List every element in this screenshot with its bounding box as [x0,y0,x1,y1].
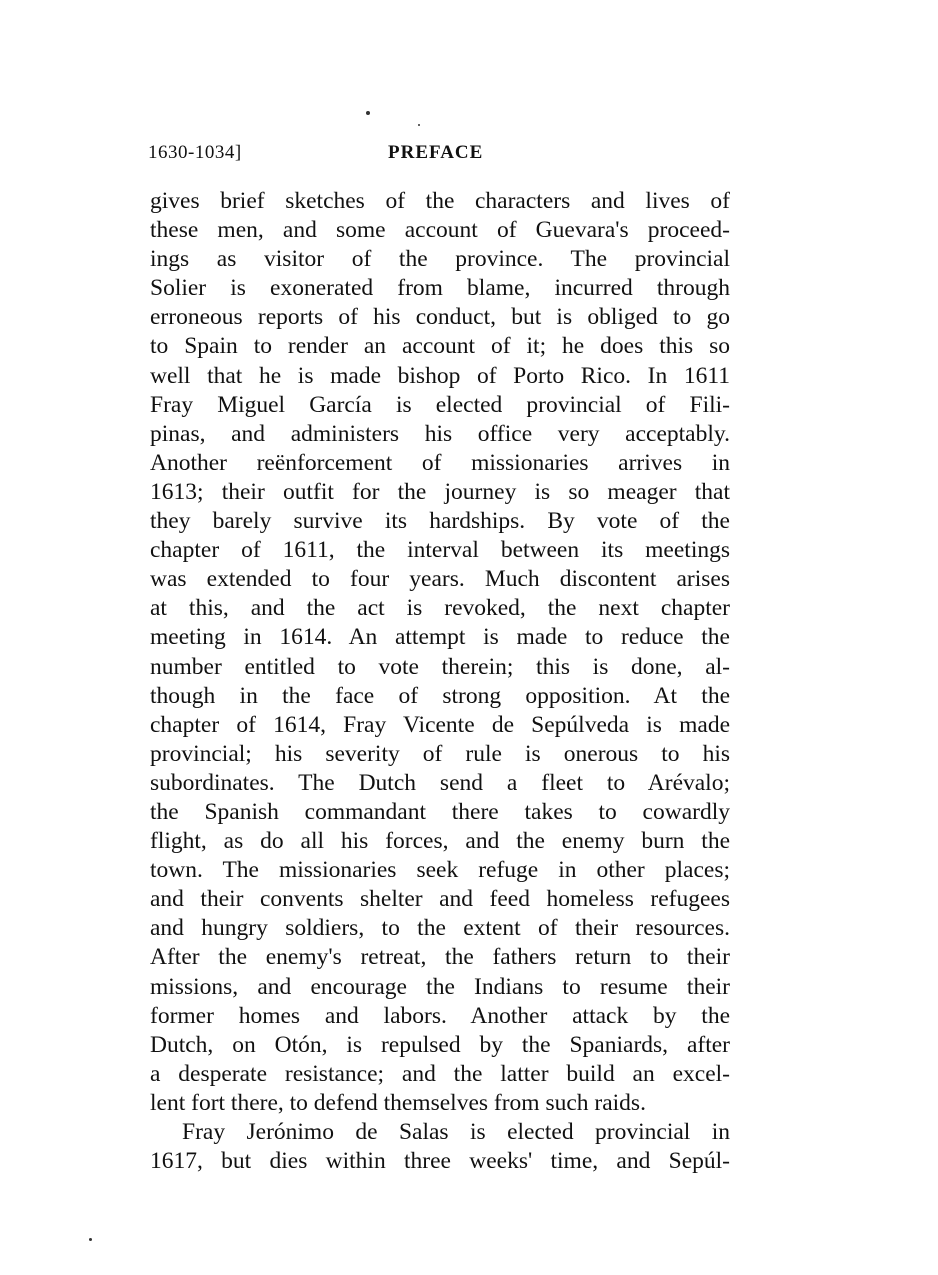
text-line: erroneous reports of his conduct, but is obliged to go [150,304,730,331]
text-line: they barely survive its hardships. By vote of the [150,508,730,535]
text-line: 1617, but dies within three weeks' time, and Sepúl- [150,1148,730,1175]
body-text [150,187,730,1176]
text-line: meeting in 1614. An attempt is made to reduce the [150,624,730,651]
running-header [148,142,728,170]
text-line: well that he is made bishop of Porto Rico. In 1611 [150,362,730,389]
text-line: and their convents shelter and feed homeless refugees [150,886,730,913]
text-line: subordinates. The Dutch send a fleet to Arévalo; [150,769,730,796]
ink-speck [89,1238,92,1241]
text-line: Dutch, on Otón, is repulsed by the Spaniards, after [150,1031,730,1058]
text-line: the Spanish commandant there takes to cowardly [150,798,730,825]
text-line: Solier is exonerated from blame, incurred through [150,275,730,302]
text-line: 1613; their outfit for the journey is so meager that [150,478,730,505]
text-line: missions, and encourage the Indians to resume their [150,973,730,1000]
text-line: Fray Jerónimo de Salas is elected provincial in [182,1119,730,1145]
text-line: After the enemy's retreat, the fathers return to their [150,944,730,971]
text-line: Another reënforcement of missionaries arrives in [150,449,730,476]
text-line: lent fort there, to defend themselves from such raids. [150,1089,646,1116]
text-line: flight, as do all his forces, and the enemy burn the [150,828,730,855]
ink-speck [418,124,420,126]
ink-speck [366,111,370,115]
text-line: Fray Miguel García is elected provincial of Fili- [150,391,730,418]
page-title: PREFACE [388,142,484,163]
text-line: former homes and labors. Another attack by the [150,1002,730,1029]
page-range: 1630-1034] [148,142,242,163]
text-line: ings as visitor of the province. The provincial [150,246,730,273]
text-line: town. The missionaries seek refuge in other places; [150,857,730,884]
text-line: provincial; his severity of rule is onerous to his [150,740,730,767]
text-line: chapter of 1614, Fray Vicente de Sepúlveda is made [150,711,730,738]
text-line: to Spain to render an account of it; he does this so [150,333,730,360]
text-line: and hungry soldiers, to the extent of their resources. [150,915,730,942]
text-line: gives brief sketches of the characters and lives of [150,188,730,214]
text-line: chapter of 1611, the interval between its meetings [150,537,730,564]
text-line: number entitled to vote therein; this is done, al- [150,653,730,680]
text-line: pinas, and administers his office very acceptably. [150,420,730,447]
text-line: though in the face of strong opposition. At the [150,682,730,709]
text-line: a desperate resistance; and the latter build an excel- [150,1060,730,1087]
text-line: at this, and the act is revoked, the next chapter [150,595,730,622]
text-line: these men, and some account of Guevara's proceed- [150,217,730,244]
text-line: was extended to four years. Much discontent arises [150,566,730,593]
